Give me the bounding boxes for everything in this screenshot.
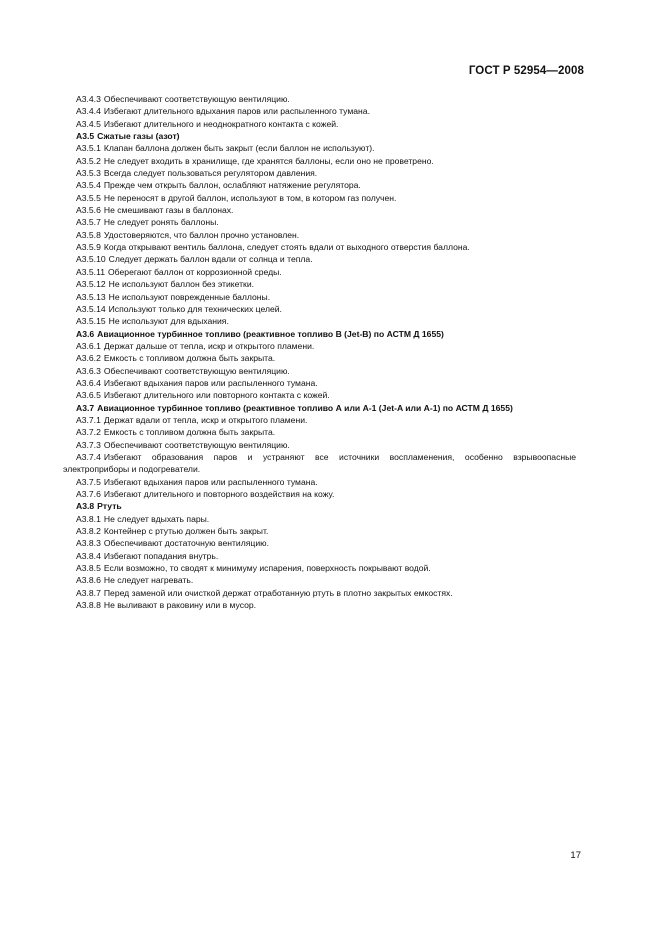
section-heading	[0, 500, 661, 512]
list-item	[0, 204, 661, 216]
clause-number: А3.4.5	[76, 118, 101, 129]
clause-text: Емкость с топливом должна быть закрыта.	[103, 353, 276, 364]
clause-number: А3.5.9	[76, 242, 101, 253]
clause-number: А3.5.4	[76, 180, 101, 191]
clause-number: А3.8.6	[76, 575, 101, 586]
list-item	[0, 439, 661, 451]
list-item	[0, 513, 661, 525]
list-item	[0, 303, 661, 315]
clause-text: Обеспечивают соответствующую вентиляцию.	[103, 365, 290, 376]
list-item	[0, 118, 661, 130]
clause-text: Используют только для технических целей.	[108, 303, 282, 314]
clause-number: А3.5.11	[76, 266, 105, 277]
list-item	[0, 192, 661, 204]
clause-number: А3.8.4	[76, 550, 101, 561]
clause-number: А3.6.2	[76, 353, 101, 364]
clause-text: Сжатые газы (азот)	[97, 131, 180, 142]
clause-text: Всегда следует пользоваться регулятором давления.	[103, 168, 318, 179]
clause-number: А3.7.2	[76, 427, 101, 438]
clause-text: Емкость с топливом должна быть закрыта.	[103, 427, 276, 438]
clause-text: Избегают образования паров и устраняют все источники воспламенения, особенно взрывоопасные	[103, 451, 577, 462]
clause-number: А3.6.4	[76, 377, 101, 388]
page-number: 17	[570, 850, 581, 861]
clause-number: А3.5.14	[76, 303, 106, 314]
clause-text: Не следует нагревать.	[103, 575, 194, 586]
clause-text: Не следует ронять баллоны.	[103, 217, 219, 228]
clause-text: Избегают длительного и повторного воздействия на кожу.	[103, 489, 335, 499]
clause-number: А3.8.2	[76, 526, 101, 537]
clause-text: Клапан баллона должен быть закрыт (если баллон не используют).	[103, 143, 375, 154]
list-item	[0, 599, 661, 611]
clause-number: А3.5.6	[76, 205, 101, 216]
clause-number: А3.4.4	[76, 106, 101, 117]
clause-text: Когда открывают вентиль баллона, следует стоять вдали от выходного отверстия баллона.	[103, 242, 470, 253]
list-item	[0, 229, 661, 241]
list-item	[0, 587, 661, 599]
document-header: ГОСТ Р 52954—2008	[468, 65, 584, 77]
clause-number: А3.5.13	[76, 291, 106, 302]
clause-number: А3.6.3	[76, 365, 101, 376]
clause-text: Держат дальше от тепла, искр и открытого пламени.	[103, 340, 315, 351]
clause-number: А3.6.1	[76, 340, 101, 351]
clause-text: Если возможно, то сводят к минимуму испарения, поверхность покрывают водой.	[103, 563, 431, 574]
clause-number: А3.7.4	[76, 451, 101, 462]
clause-text: Следует держать баллон вдали от солнца и тепла.	[108, 254, 313, 265]
list-item	[0, 216, 661, 228]
list-item	[0, 167, 661, 179]
clause-text: Не используют баллон без этикетки.	[108, 279, 255, 290]
clause-text: Перед заменой или очисткой держат отработанную ртуть в плотно закрытых емкостях.	[103, 587, 453, 598]
list-item	[0, 562, 661, 574]
clause-text: Не следует вдыхать пары.	[103, 513, 210, 524]
list-item	[0, 352, 661, 364]
clause-text: Избегают попадания внутрь.	[103, 550, 219, 561]
section-heading	[0, 402, 661, 414]
clause-number: А3.4.3	[76, 94, 101, 104]
clause-text: Избегают длительного и неоднократного контакта с кожей.	[103, 118, 339, 129]
clause-text: Обеспечивают соответствующую вентиляцию.	[103, 439, 290, 450]
list-item	[0, 463, 661, 475]
list-item	[0, 365, 661, 377]
list-item	[0, 574, 661, 586]
clause-number: А3.5.12	[76, 279, 106, 290]
list-item	[0, 451, 661, 463]
clause-text: Не следует входить в хранилище, где хранятся баллоны, если оно не проветрено.	[103, 155, 434, 166]
clause-number: А3.6	[76, 328, 95, 339]
clause-text: Обеспечивают соответствующую вентиляцию.	[103, 94, 290, 104]
clause-number: А3.7.3	[76, 439, 101, 450]
clause-number: А3.5.7	[76, 217, 101, 228]
clause-number: А3.8.7	[76, 587, 101, 598]
clause-text: Прежде чем открыть баллон, ослабляют натяжение регулятора.	[103, 180, 361, 191]
list-item	[0, 525, 661, 537]
list-item	[0, 315, 661, 327]
document-body	[0, 93, 661, 611]
clause-text: Удостоверяются, что баллон прочно установлен.	[103, 229, 300, 240]
clause-text: Не смешивают газы в баллонах.	[103, 205, 234, 216]
clause-number: А3.6.5	[76, 390, 101, 401]
clause-number: А3.5.2	[76, 155, 101, 166]
clause-text: Контейнер с ртутью должен быть закрыт.	[103, 526, 269, 537]
list-item	[0, 550, 661, 562]
clause-text: Авиационное турбинное топливо (реактивное топливо А или А-1 (Jet-A или А-1) по АСТМ Д 1655)	[97, 402, 513, 413]
clause-text: Авиационное турбинное топливо (реактивное топливо В (Jet-B) по АСТМ Д 1655)	[97, 328, 444, 339]
clause-number: А3.7.1	[76, 414, 101, 425]
list-item	[0, 142, 661, 154]
list-item	[0, 105, 661, 117]
clause-number: А3.7.6	[76, 489, 101, 499]
clause-text: Ртуть	[97, 501, 122, 512]
list-item	[0, 179, 661, 191]
clause-text: Оберегают баллон от коррозионной среды.	[108, 266, 282, 277]
clause-text: электроприборы и подогреватели.	[63, 464, 201, 475]
clause-number: А3.8.3	[76, 538, 101, 549]
clause-text: Избегают вдыхания паров или распыленного тумана.	[103, 377, 318, 388]
clause-text: Избегают вдыхания паров или распыленного тумана.	[103, 476, 318, 487]
clause-number: А3.5.5	[76, 192, 101, 203]
clause-text: Не используют для вдыхания.	[108, 316, 229, 327]
clause-number: А3.5.3	[76, 168, 101, 179]
list-item	[0, 253, 661, 265]
section-heading	[0, 130, 661, 142]
list-item	[0, 155, 661, 167]
clause-text: Избегают длительного вдыхания паров или распыленного тумана.	[103, 106, 370, 117]
clause-number: А3.7.5	[76, 476, 101, 487]
list-item	[0, 414, 661, 426]
clause-text: Держат вдали от тепла, искр и открытого пламени.	[103, 414, 308, 425]
clause-number: А3.8.1	[76, 513, 101, 524]
clause-number: А3.5.1	[76, 143, 101, 154]
clause-number: А3.5.10	[76, 254, 106, 265]
clause-text: Не используют поврежденные баллоны.	[108, 291, 271, 302]
list-item	[0, 488, 661, 500]
list-item	[0, 389, 661, 401]
list-item	[0, 476, 661, 488]
section-heading	[0, 328, 661, 340]
clause-text: Обеспечивают достаточную вентиляцию.	[103, 538, 269, 549]
list-item	[0, 377, 661, 389]
clause-number: А3.5.15	[76, 316, 106, 327]
list-item	[0, 426, 661, 438]
clause-number: А3.8	[76, 501, 95, 512]
list-item	[0, 278, 661, 290]
clause-text: Не переносят в другой баллон, используют в том, в котором газ получен.	[103, 192, 397, 203]
list-item	[0, 291, 661, 303]
list-item	[0, 537, 661, 549]
list-item	[0, 241, 661, 253]
clause-number: А3.8.5	[76, 563, 101, 574]
clause-number: А3.5	[76, 131, 95, 142]
clause-text: Избегают длительного или повторного контакта с кожей.	[103, 390, 330, 401]
clause-text: Не выливают в раковину или в мусор.	[103, 600, 257, 611]
list-item	[0, 93, 661, 105]
list-item	[0, 340, 661, 352]
list-item	[0, 266, 661, 278]
clause-number: А3.5.8	[76, 229, 101, 240]
clause-number: А3.7	[76, 402, 95, 413]
clause-number: А3.8.8	[76, 600, 101, 611]
